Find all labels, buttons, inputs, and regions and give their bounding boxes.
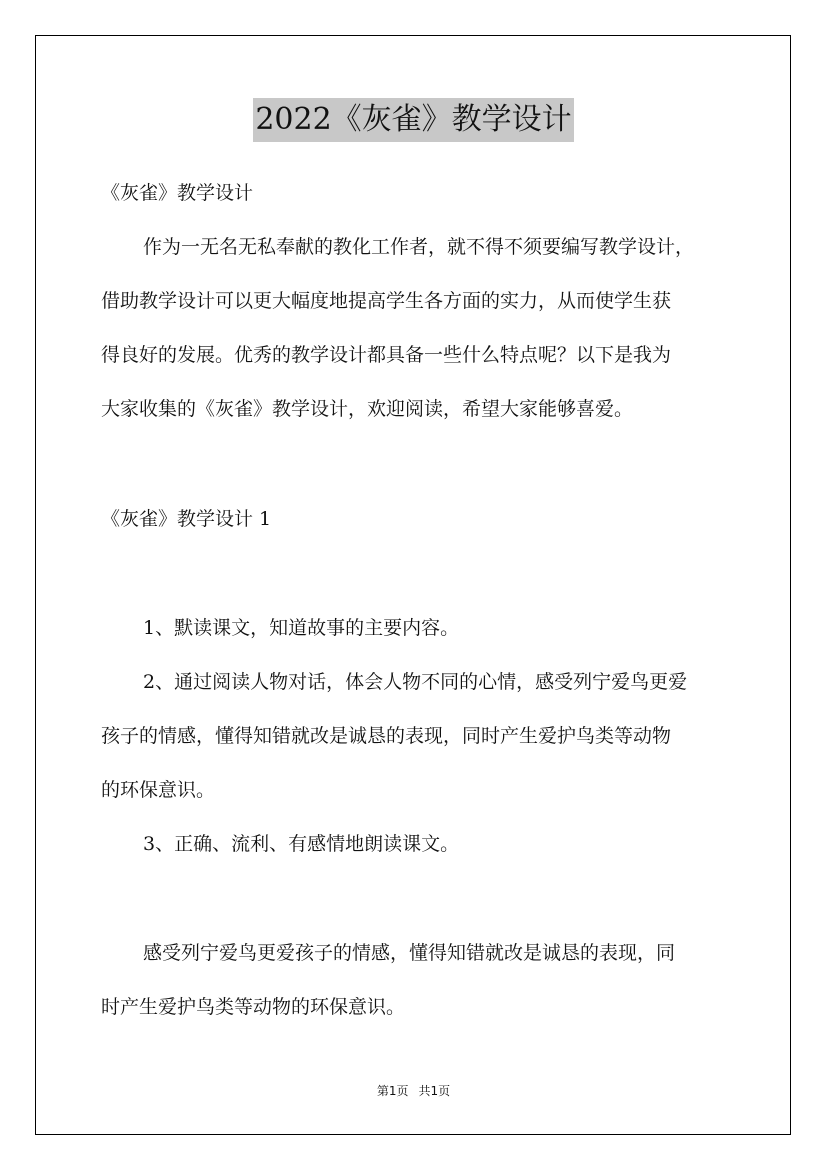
objective-2-line-1: 2、通过阅读人物对话，体会人物不同的心情，感受列宁爱鸟更爱	[143, 671, 688, 693]
document-title: 2022《灰雀》教学设计	[253, 98, 573, 142]
intro-line-1: 作为一无名无私奉献的教化工作者，就不得不须要编写教学设计，	[143, 236, 695, 258]
subtitle-line: 《灰雀》教学设计	[101, 182, 254, 204]
focus-line-1: 感受列宁爱鸟更爱孩子的情感，懂得知错就改是诚恳的表现，同	[143, 942, 676, 964]
title-container	[0, 98, 827, 142]
objective-1: 1、默读课文，知道故事的主要内容。	[143, 617, 460, 639]
page-number: 第1页	[376, 1084, 409, 1098]
intro-line-2: 借助教学设计可以更大幅度地提高学生各方面的实力，从而使学生获	[101, 290, 672, 312]
focus-line-2: 时产生爱护鸟类等动物的环保意识。	[101, 996, 406, 1018]
intro-line-3: 得良好的发展。优秀的教学设计都具备一些什么特点呢？以下是我为	[101, 344, 672, 366]
objective-2-line-3: 的环保意识。	[101, 779, 216, 801]
page-total: 共1页	[418, 1084, 451, 1098]
page-footer	[0, 1082, 827, 1100]
section-heading-1: 《灰雀》教学设计 1	[101, 508, 272, 530]
objective-3: 3、正确、流利、有感情地朗读课文。	[143, 833, 460, 855]
intro-line-4: 大家收集的《灰雀》教学设计，欢迎阅读，希望大家能够喜爱。	[101, 398, 634, 420]
objective-2-line-2: 孩子的情感，懂得知错就改是诚恳的表现，同时产生爱护鸟类等动物	[101, 725, 672, 747]
